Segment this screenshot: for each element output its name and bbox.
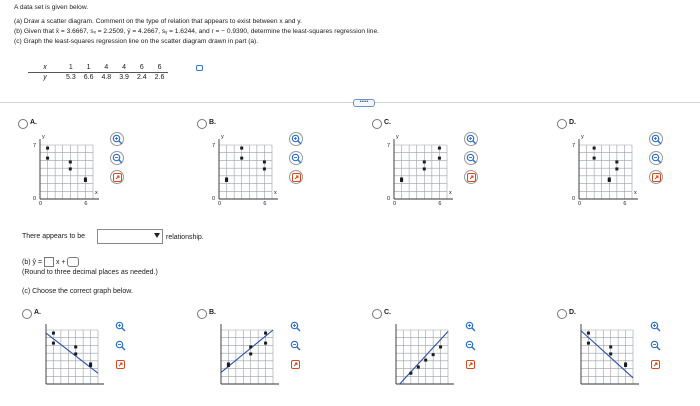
data-point [69, 160, 72, 163]
data-point [593, 157, 596, 160]
open-in-new-icon[interactable] [464, 170, 478, 184]
scatter-plot [388, 322, 456, 392]
table-cell: 6 [133, 63, 151, 73]
data-point [74, 352, 77, 355]
zoom-out-icon[interactable] [289, 339, 301, 351]
zoom-in-icon[interactable] [114, 320, 126, 332]
zoom-in-icon[interactable] [649, 132, 663, 146]
zoom-out-icon[interactable] [464, 339, 476, 351]
data-point [89, 362, 92, 365]
zoom-out-icon[interactable] [649, 151, 663, 165]
relationship-prefix: There appears to be [22, 233, 86, 240]
zoom-in-icon[interactable] [649, 320, 661, 332]
scatter-option-b-label: B. [209, 119, 216, 126]
data-point [615, 160, 618, 163]
section-divider [0, 102, 700, 103]
x-tick-label: 0 [393, 201, 397, 207]
data-point [609, 345, 612, 348]
zoom-out-icon[interactable] [649, 339, 661, 351]
table-cell: 4 [115, 63, 133, 73]
scatter-option-d-label: D. [569, 119, 576, 126]
table-cell: 2.4 [136, 74, 147, 81]
open-in-new-icon[interactable] [649, 170, 663, 184]
scatter-option-c-label: C. [384, 119, 391, 126]
y-axis-label: y [396, 134, 399, 140]
rounding-note: (Round to three decimal places as needed.) [22, 269, 158, 276]
graph-option-a-radio[interactable] [22, 309, 32, 319]
data-point [264, 342, 267, 345]
x-tick-label: 6 [84, 201, 88, 207]
slope-input[interactable] [44, 257, 54, 267]
regression-times-x: x + [55, 258, 66, 266]
zoom-out-icon[interactable] [289, 151, 303, 165]
scatter-option-d-radio[interactable] [557, 119, 567, 129]
table-cell: 1 [62, 63, 80, 73]
open-in-new-icon[interactable] [649, 358, 661, 370]
table-cell: 2.6 [154, 74, 165, 81]
data-point [593, 147, 596, 150]
y-tick-label: 7 [387, 143, 391, 149]
x-tick-label: 6 [263, 201, 267, 207]
part-c-text: (c) Graph the least-squares regression line on the scatter diagram drawn in part (a). [14, 38, 259, 45]
y-tick-label: 7 [212, 143, 216, 149]
y-tick-label: 0 [212, 196, 216, 202]
scatter-option-b-radio[interactable] [197, 119, 207, 129]
data-point [46, 157, 49, 160]
data-point [240, 147, 243, 150]
part-b-text: (b) Given that x̄ = 3.6667, sₓ = 2.2509, ȳ = 4.2667, sᵧ = 1.6244, and r = − 0.9390, determine the least-squares regression line. [14, 28, 379, 35]
scatter-plot [38, 322, 106, 392]
zoom-in-icon[interactable] [110, 132, 124, 146]
data-point [587, 342, 590, 345]
scatter-option-a-label: A. [30, 119, 37, 126]
data-point [240, 157, 243, 160]
graph-option-c-label: C. [384, 309, 391, 316]
scatter-plot [386, 137, 455, 207]
scatter-plot [571, 137, 640, 207]
graph-option-a-label: A. [34, 309, 41, 316]
regression-lhs: (b) ŷ = [22, 258, 43, 266]
data-point [438, 157, 441, 160]
data-point [608, 177, 611, 180]
table-cell: 4 [97, 63, 115, 73]
scatter-plot [573, 322, 641, 392]
x-tick-label: 0 [218, 201, 222, 207]
data-point [225, 177, 228, 180]
open-in-new-icon[interactable] [114, 358, 126, 370]
scatter-plot [32, 137, 101, 207]
copy-data-icon[interactable] [196, 65, 203, 71]
part-a-text: (a) Draw a scatter diagram. Comment on the type of relation that appears to exist between x and y. [14, 18, 302, 25]
data-point [52, 332, 55, 335]
data-point [439, 345, 442, 348]
open-in-new-icon[interactable] [289, 358, 301, 370]
relationship-dropdown[interactable] [97, 229, 163, 244]
data-point [249, 352, 252, 355]
data-point [84, 177, 87, 180]
y-axis-label: y [42, 134, 45, 140]
data-point [46, 147, 49, 150]
open-in-new-icon[interactable] [110, 170, 124, 184]
data-point [423, 167, 426, 170]
data-point [615, 167, 618, 170]
x-tick-label: 6 [438, 201, 442, 207]
y-tick-label: 0 [33, 196, 37, 202]
x-axis-label: x [95, 190, 98, 196]
chevron-down-icon [154, 233, 160, 238]
data-point [424, 359, 427, 362]
graph-option-d-radio[interactable] [557, 309, 567, 319]
zoom-in-icon[interactable] [464, 132, 478, 146]
intro-text: A data set is given below. [14, 4, 89, 11]
table-cell: 6 [151, 63, 169, 73]
data-point [263, 167, 266, 170]
x-tick-label: 6 [623, 201, 627, 207]
data-point [432, 353, 435, 356]
data-point [587, 332, 590, 335]
data-point [400, 177, 403, 180]
zoom-in-icon[interactable] [289, 320, 301, 332]
scatter-option-c-radio[interactable] [372, 119, 382, 129]
data-point [52, 342, 55, 345]
expand-more-button[interactable]: ••••• [353, 99, 375, 107]
data-point [409, 372, 412, 375]
data-point [438, 147, 441, 150]
data-point [227, 362, 230, 365]
data-point [417, 366, 420, 369]
zoom-out-icon[interactable] [464, 151, 478, 165]
y-axis-label: y [581, 134, 584, 140]
x-axis-label: x [274, 190, 277, 196]
y-tick-label: 7 [33, 143, 37, 149]
table-cell: 1 [80, 63, 98, 73]
table-cell: 4.8 [101, 74, 112, 81]
table-cell: 5.3 [66, 74, 76, 81]
data-point [249, 345, 252, 348]
data-point [69, 167, 72, 170]
zoom-in-icon[interactable] [464, 320, 476, 332]
data-point [264, 332, 267, 335]
x-axis-label: x [634, 190, 637, 196]
y-axis-label: y [221, 134, 224, 140]
data-point [609, 352, 612, 355]
table-cell: 3.9 [119, 74, 129, 81]
data-point [263, 160, 266, 163]
y-tick-label: 7 [572, 143, 576, 149]
data-table [28, 63, 168, 82]
choose-graph-text: (c) Choose the correct graph below. [22, 288, 133, 295]
data-point [423, 160, 426, 163]
zoom-in-icon[interactable] [289, 132, 303, 146]
open-in-new-icon[interactable] [289, 170, 303, 184]
open-in-new-icon[interactable] [464, 358, 476, 370]
regression-equation [22, 257, 79, 267]
scatter-option-a-radio[interactable] [18, 119, 28, 129]
x-tick-label: 0 [578, 201, 582, 207]
table-x-header: x [28, 63, 62, 73]
data-point [74, 345, 77, 348]
table-y-header: y [43, 74, 47, 81]
x-axis-label: x [449, 190, 452, 196]
intercept-input[interactable] [67, 257, 79, 267]
relationship-suffix: relationship. [166, 234, 204, 241]
graph-option-c-radio[interactable] [372, 309, 382, 319]
graph-option-b-label: B. [209, 309, 216, 316]
graph-option-d-label: D. [569, 309, 576, 316]
y-tick-label: 0 [572, 196, 576, 202]
scatter-plot [211, 137, 280, 207]
x-tick-label: 0 [39, 201, 43, 207]
data-point [624, 362, 627, 365]
scatter-plot [213, 322, 281, 392]
y-tick-label: 0 [387, 196, 391, 202]
zoom-out-icon[interactable] [114, 339, 126, 351]
table-cell: 6.6 [83, 74, 94, 81]
graph-option-b-radio[interactable] [197, 309, 207, 319]
zoom-out-icon[interactable] [110, 151, 124, 165]
